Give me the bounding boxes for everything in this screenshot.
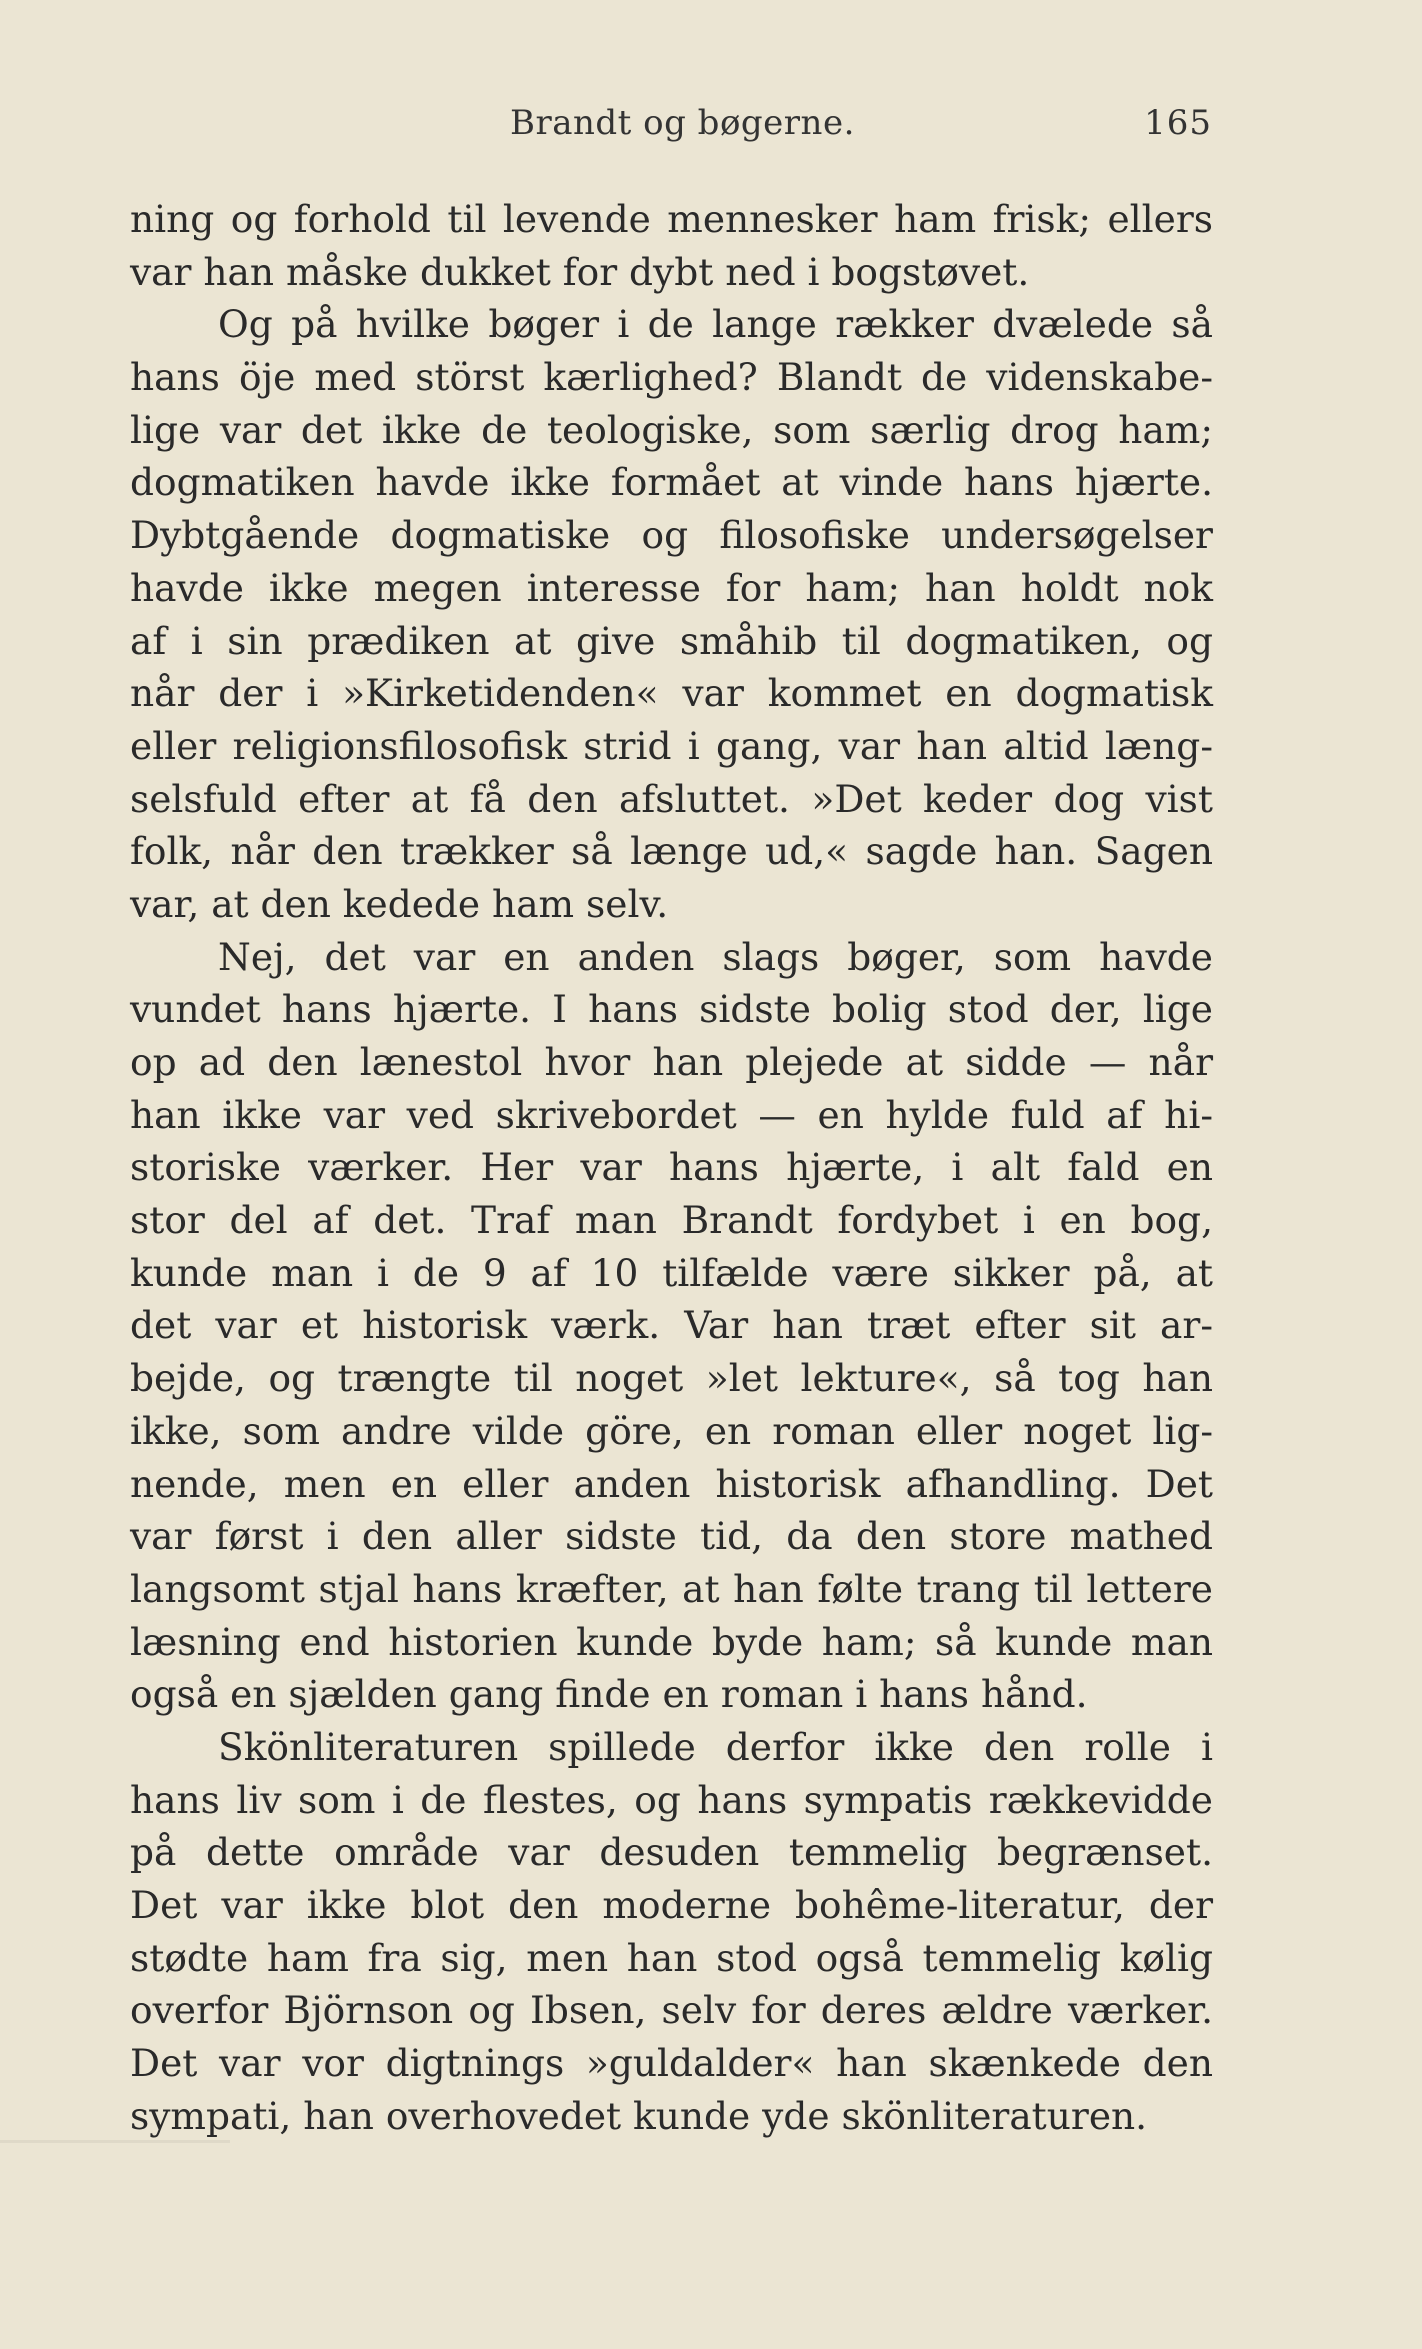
text-line: også en sjælden gang finde en roman i hans hånd. [130, 1672, 1088, 1717]
text-line: stødte ham fra sig, men han stod også temmelig kølig [130, 1935, 1213, 1980]
text-line: han ikke var ved skrivebordet — en hylde fuld af hi- [130, 1092, 1213, 1137]
text-line: bejde, og trængte til noget »let lekture«, så tog han [130, 1356, 1213, 1401]
text-line: hans öje med störst kærlighed? Blandt de videnskabe- [130, 355, 1213, 400]
text-line: når der i »Kirketidenden« var kommet en dogmatisk [130, 671, 1213, 716]
body-text [130, 193, 1213, 2142]
text-line: det var et historisk værk. Var han træt efter sit ar- [130, 1303, 1213, 1348]
running-title: Brandt og bøgerne. [510, 103, 855, 143]
text-line: hans liv som i de flestes, og hans sympatis rækkevidde [130, 1777, 1213, 1822]
text-line: Skönliteraturen spillede derfor ikke den rolle i [218, 1724, 1213, 1769]
text-line: var, at den kedede ham selv. [130, 881, 669, 926]
paragraph [130, 931, 1213, 1721]
text-line: havde ikke megen interesse for ham; han holdt nok [130, 565, 1213, 610]
text-line: Og på hvilke bøger i de lange rækker dvælede så [218, 302, 1213, 347]
text-line: stor del af det. Traf man Brandt fordybet i en bog, [130, 1198, 1213, 1243]
text-line: kunde man i de 9 af 10 tilfælde være sikker på, at [130, 1250, 1213, 1295]
text-line: læsning end historien kunde byde ham; så kunde man [130, 1619, 1213, 1664]
text-line: sympati, han overhovedet kunde yde skönliteraturen. [130, 2093, 1148, 2138]
paragraph [130, 1721, 1213, 2143]
text-line: op ad den lænestol hvor han plejede at sidde — når [130, 1040, 1213, 1084]
text-line: var først i den aller sidste tid, da den store mathed [130, 1514, 1213, 1559]
text-line: på dette område var desuden temmelig begrænset. [130, 1830, 1213, 1875]
text-line: storiske værker. Her var hans hjærte, i alt fald en [130, 1145, 1213, 1190]
paragraph [130, 193, 1213, 298]
text-line: Nej, det var en anden slags bøger, som havde [218, 934, 1213, 979]
text-line: overfor Björnson og Ibsen, selv for deres ældre værker. [130, 1988, 1213, 2033]
text-line: folk, når den trækker så længe ud,« sagde han. Sagen [130, 829, 1213, 874]
page-header [130, 98, 1212, 148]
page-number: 165 [1144, 103, 1212, 143]
text-line: Det var ikke blot den moderne bohême-literatur, der [130, 1883, 1213, 1927]
text-line: langsomt stjal hans kræfter, at han følte trang til lettere [130, 1566, 1213, 1611]
text-line: ning og forhold til levende mennesker ham frisk; ellers [130, 197, 1213, 241]
text-line: dogmatiken havde ikke formået at vinde hans hjærte. [130, 460, 1213, 505]
text-line: nende, men en eller anden historisk afhandling. Det [130, 1461, 1213, 1506]
text-line: af i sin prædiken at give småhib til dogmatiken, og [130, 618, 1213, 663]
text-line: selsfuld efter at få den afsluttet. »Det keder dog vist [130, 776, 1213, 821]
text-line: eller religionsfilosofisk strid i gang, var han altid læng- [130, 723, 1213, 768]
text-line: Det var vor digtnings »guldalder« han skænkede den [130, 2041, 1213, 2086]
paragraph [130, 298, 1213, 930]
text-line: vundet hans hjærte. I hans sidste bolig stod der, lige [130, 987, 1213, 1032]
text-line: lige var det ikke de teologiske, som særlig drog ham; [130, 407, 1213, 452]
text-line: ikke, som andre vilde göre, en roman eller noget lig- [130, 1408, 1213, 1453]
text-line: Dybtgående dogmatiske og filosofiske undersøgelser [130, 513, 1213, 558]
text-line: var han måske dukket for dybt ned i bogstøvet. [130, 249, 1030, 294]
page-edge-shadow [0, 2140, 230, 2143]
